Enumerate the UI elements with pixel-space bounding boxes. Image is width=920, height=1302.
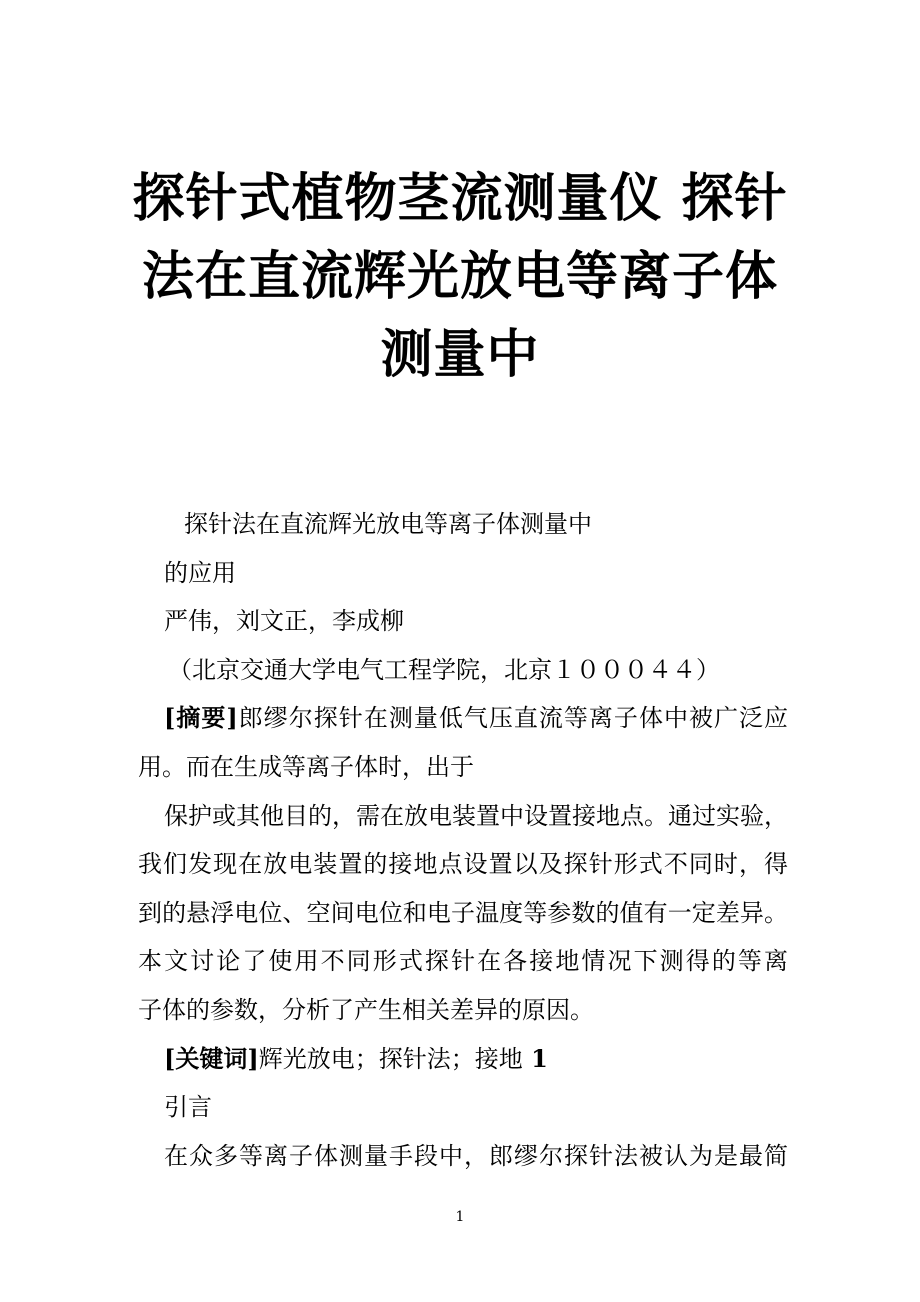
- section-number: 1: [522, 1043, 548, 1073]
- paper-title-line-1: 探针法在直流辉光放电等离子体测量中: [184, 510, 592, 538]
- keywords-tag: [关键词]: [164, 1043, 259, 1073]
- paper-title-line-2: 的应用: [164, 558, 236, 587]
- abstract-line-1: [138, 694, 788, 743]
- abstract-text-1: 郎缪尔探针在测量低气压直流等离子体中被广泛应: [237, 704, 788, 733]
- keywords-line: [138, 1035, 788, 1084]
- paragraph-line-4: 本文讨论了使用不同形式探针在各接地情况下测得的等离: [138, 947, 788, 976]
- authors: 严伟，刘文正，李成柳: [164, 607, 404, 636]
- paragraph-line-1: 保护或其他目的，需在放电装置中设置接地点。通过实验，: [164, 801, 788, 830]
- document-body: [138, 500, 788, 1180]
- paragraph-line-5: 子体的参数，分析了产生相关差异的原因。: [138, 995, 594, 1024]
- abstract-line-2: 用。而在生成等离子体时，出于: [138, 752, 474, 781]
- paragraph-line-3: 到的悬浮电位、空间电位和电子温度等参数的值有一定差异。: [138, 898, 788, 927]
- page-number: 1: [455, 1209, 465, 1225]
- keywords-text: 辉光放电；探针法；接地: [258, 1044, 523, 1073]
- intro-line-1: 在众多等离子体测量手段中，郎缪尔探针法被认为是最简: [164, 1141, 788, 1170]
- paragraph-line-2: 我们发现在放电装置的接地点设置以及探针形式不同时，得: [138, 850, 788, 879]
- section-heading: 引言: [164, 1093, 212, 1122]
- abstract-tag: [摘要]: [164, 703, 238, 733]
- document-title: 探针式植物茎流测量仪 探针法在直流辉光放电等离子体测量中: [132, 168, 788, 385]
- affiliation: （北京交通大学电气工程学院，北京１０００４４）: [168, 655, 720, 684]
